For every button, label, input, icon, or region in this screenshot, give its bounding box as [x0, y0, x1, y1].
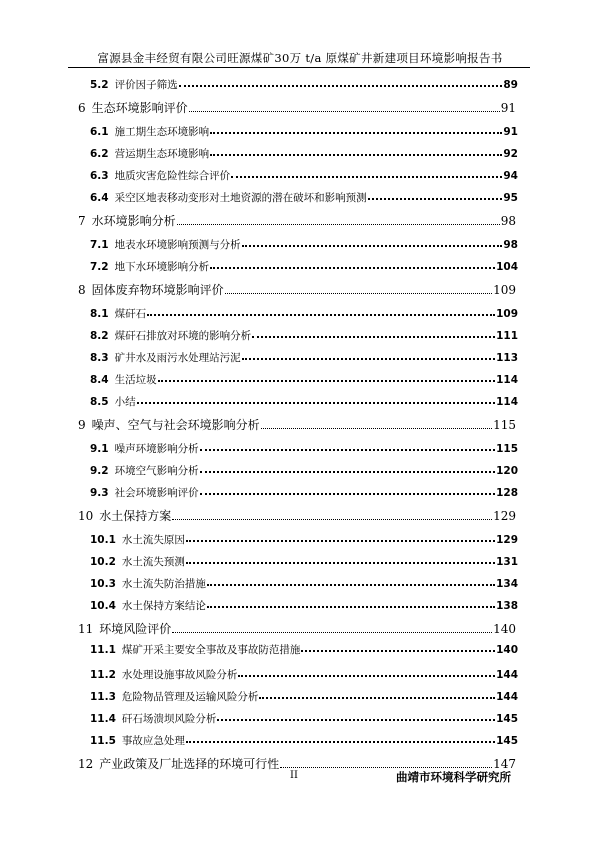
toc-entry-page: 109	[496, 308, 518, 320]
toc-section-entry[interactable]	[90, 190, 518, 205]
toc-entry-number: 11.3	[90, 691, 116, 703]
toc-entry-title: 煤矸石排放对环境的影响分析	[114, 330, 252, 342]
toc-entry-number: 7	[78, 214, 86, 228]
toc-dot-leader	[186, 734, 495, 744]
toc-dot-leader	[210, 147, 502, 157]
toc-entry-number: 9.1	[90, 443, 109, 455]
toc-entry-number: 6	[78, 101, 86, 115]
toc-entry-title: 营运期生态环境影响	[114, 148, 210, 160]
toc-entry-title: 水土保持方案结论	[121, 600, 206, 612]
toc-entry-page: 140	[496, 644, 518, 656]
toc-entry-title: 地下水环境影响分析	[114, 261, 210, 273]
toc-entry-page: 144	[496, 691, 518, 703]
toc-entry-title: 生活垃圾	[114, 374, 157, 386]
toc-entry-page: 129	[493, 509, 516, 523]
toc-entry-page: 131	[496, 556, 518, 568]
toc-section-entry[interactable]	[90, 689, 518, 704]
toc-entry-number: 8.4	[90, 374, 109, 386]
toc-entry-title: 煤矿开采主要安全事故及事故防范措施	[121, 644, 301, 656]
toc-entry-title: 危险物品管理及运输风险分析	[121, 691, 259, 703]
toc-dot-leader	[259, 690, 495, 700]
toc-entry-page: 145	[496, 735, 518, 747]
toc-section-entry[interactable]	[90, 733, 518, 748]
toc-section-entry[interactable]	[90, 168, 518, 183]
toc-entry-number: 5.2	[90, 79, 109, 91]
toc-entry-title: 噪声环境影响分析	[114, 443, 199, 455]
toc-dot-leader	[172, 623, 492, 633]
toc-entry-title: 水环境影响分析	[91, 214, 176, 228]
toc-section-entry[interactable]	[90, 642, 518, 657]
toc-entry-page: 104	[496, 261, 518, 273]
toc-entry-number: 9	[78, 418, 86, 432]
toc-dot-leader	[172, 510, 492, 520]
toc-entry-title: 施工期生态环境影响	[114, 126, 210, 138]
toc-chapter-entry[interactable]	[78, 620, 516, 637]
toc-section-entry[interactable]	[90, 554, 518, 569]
toc-entry-title: 社会环境影响评价	[114, 487, 199, 499]
toc-entry-number: 8.2	[90, 330, 109, 342]
toc-dot-leader	[280, 758, 492, 768]
toc-entry-title: 固体废弃物环境影响评价	[91, 283, 224, 297]
toc-entry-number: 10.1	[90, 534, 116, 546]
toc-dot-leader	[238, 668, 495, 678]
header-rule	[68, 67, 530, 68]
toc-section-entry[interactable]	[90, 485, 518, 500]
toc-entry-page: 111	[496, 330, 518, 342]
toc-entry-page: 114	[496, 396, 518, 408]
toc-entry-title: 产业政策及厂址选择的环境可行性	[99, 757, 280, 771]
toc-dot-leader	[242, 351, 495, 361]
toc-dot-leader	[186, 555, 495, 565]
toc-entry-number: 9.3	[90, 487, 109, 499]
toc-dot-leader	[207, 577, 495, 587]
toc-section-entry[interactable]	[90, 532, 518, 547]
toc-entry-title: 事故应急处理	[121, 735, 185, 747]
toc-entry-number: 8.5	[90, 396, 109, 408]
toc-entry-title: 矸石场溃坝风险分析	[121, 713, 217, 725]
toc-dot-leader	[210, 125, 502, 135]
footer-page-number: II	[290, 770, 298, 781]
toc-chapter-entry[interactable]	[78, 99, 516, 116]
toc-dot-leader	[231, 169, 502, 179]
toc-dot-leader	[147, 307, 495, 317]
toc-section-entry[interactable]	[90, 77, 518, 92]
toc-entry-page: 94	[503, 170, 518, 182]
toc-section-entry[interactable]	[90, 237, 518, 252]
toc-dot-leader	[207, 599, 495, 609]
toc-section-entry[interactable]	[90, 598, 518, 613]
toc-dot-leader	[225, 284, 492, 294]
toc-entry-number: 8.3	[90, 352, 109, 364]
toc-entry-number: 11.4	[90, 713, 116, 725]
toc-entry-number: 11.1	[90, 644, 116, 656]
toc-dot-leader	[301, 643, 495, 653]
toc-entry-number: 8.1	[90, 308, 109, 320]
toc-entry-number: 8	[78, 283, 86, 297]
toc-section-entry[interactable]	[90, 667, 518, 682]
toc-chapter-entry[interactable]	[78, 281, 516, 298]
toc-entry-title: 环境空气影响分析	[114, 465, 199, 477]
toc-section-entry[interactable]	[90, 350, 518, 365]
toc-entry-number: 10.4	[90, 600, 116, 612]
toc-entry-page: 98	[500, 214, 516, 228]
toc-section-entry[interactable]	[90, 306, 518, 321]
toc-entry-page: 145	[496, 713, 518, 725]
toc-entry-page: 115	[493, 418, 516, 432]
toc-entry-page: 128	[496, 487, 518, 499]
toc-entry-number: 10.2	[90, 556, 116, 568]
toc-entry-title: 水土流失原因	[121, 534, 185, 546]
toc-dot-leader	[252, 329, 495, 339]
toc-entry-title: 小结	[114, 396, 136, 408]
toc-section-entry[interactable]	[90, 372, 518, 387]
toc-dot-leader	[186, 533, 495, 543]
toc-section-entry[interactable]	[90, 124, 518, 139]
toc-entry-title: 采空区地表移动变形对土地资源的潜在破坏和影响预测	[114, 192, 367, 204]
toc-dot-leader	[158, 373, 495, 383]
toc-entry-number: 10.3	[90, 578, 116, 590]
toc-entry-title: 煤矸石	[114, 308, 147, 320]
toc-entry-number: 6.1	[90, 126, 109, 138]
toc-entry-title: 水土流失预测	[121, 556, 185, 568]
toc-entry-page: 120	[496, 465, 518, 477]
toc-entry-title: 生态环境影响评价	[91, 101, 188, 115]
toc-entry-page: 98	[503, 239, 518, 251]
toc-entry-page: 147	[493, 757, 516, 771]
footer-organization: 曲靖市环境科学研究所	[396, 770, 511, 784]
toc-dot-leader	[200, 486, 495, 496]
toc-entry-number: 7.2	[90, 261, 109, 273]
toc-entry-page: 144	[496, 669, 518, 681]
toc-entry-title: 水土流失防治措施	[121, 578, 206, 590]
toc-entry-title: 评价因子筛选	[114, 79, 178, 91]
toc-dot-leader	[200, 442, 495, 452]
toc-chapter-entry[interactable]	[78, 416, 516, 433]
toc-entry-page: 91	[500, 101, 516, 115]
toc-section-entry[interactable]	[90, 576, 518, 591]
toc-entry-number: 6.3	[90, 170, 109, 182]
toc-entry-number: 11.5	[90, 735, 116, 747]
toc-dot-leader	[189, 102, 500, 112]
toc-section-entry[interactable]	[90, 441, 518, 456]
toc-dot-leader	[368, 191, 503, 201]
toc-dot-leader	[261, 419, 492, 429]
toc-chapter-entry[interactable]	[78, 212, 516, 229]
toc-section-entry[interactable]	[90, 711, 518, 726]
toc-section-entry[interactable]	[90, 463, 518, 478]
toc-entry-page: 114	[496, 374, 518, 386]
toc-entry-title: 地质灾害危险性综合评价	[114, 170, 231, 182]
toc-dot-leader	[137, 395, 495, 405]
toc-entry-number: 11.2	[90, 669, 116, 681]
toc-entry-title: 噪声、空气与社会环境影响分析	[91, 418, 260, 432]
toc-entry-page: 89	[503, 79, 518, 91]
toc-entry-number: 6.2	[90, 148, 109, 160]
toc-entry-page: 115	[496, 443, 518, 455]
toc-dot-leader	[179, 78, 503, 88]
toc-entry-page: 109	[493, 283, 516, 297]
toc-dot-leader	[200, 464, 495, 474]
toc-entry-number: 12	[78, 757, 94, 771]
toc-dot-leader	[177, 215, 500, 225]
toc-entry-title: 水土保持方案	[99, 509, 172, 523]
toc-entry-number: 10	[78, 509, 94, 523]
toc-entry-title: 环境风险评价	[99, 622, 172, 636]
toc-entry-page: 91	[503, 126, 518, 138]
toc-section-entry[interactable]	[90, 259, 518, 274]
toc-entry-number: 7.1	[90, 239, 109, 251]
toc-entry-page: 134	[496, 578, 518, 590]
toc-entry-page: 129	[496, 534, 518, 546]
toc-dot-leader	[217, 712, 495, 722]
toc-entry-number: 11	[78, 622, 94, 636]
toc-entry-title: 矿井水及雨污水处理站污泥	[114, 352, 241, 364]
toc-section-entry[interactable]	[90, 146, 518, 161]
toc-entry-page: 95	[503, 192, 518, 204]
toc-dot-leader	[242, 238, 503, 248]
toc-entry-page: 92	[503, 148, 518, 160]
toc-entry-title: 水处理设施事故风险分析	[121, 669, 238, 681]
toc-section-entry[interactable]	[90, 328, 518, 343]
toc-entry-number: 9.2	[90, 465, 109, 477]
toc-entry-number: 6.4	[90, 192, 109, 204]
toc-chapter-entry[interactable]	[78, 507, 516, 524]
toc-section-entry[interactable]	[90, 394, 518, 409]
toc-entry-page: 138	[496, 600, 518, 612]
toc-dot-leader	[210, 260, 495, 270]
toc-entry-title: 地表水环境影响预测与分析	[114, 239, 241, 251]
toc-entry-page: 113	[496, 352, 518, 364]
running-header: 富源县金丰经贸有限公司旺源煤矿30万 t/a 原煤矿井新建项目环境影响报告书	[97, 51, 503, 65]
toc-entry-page: 140	[493, 622, 516, 636]
